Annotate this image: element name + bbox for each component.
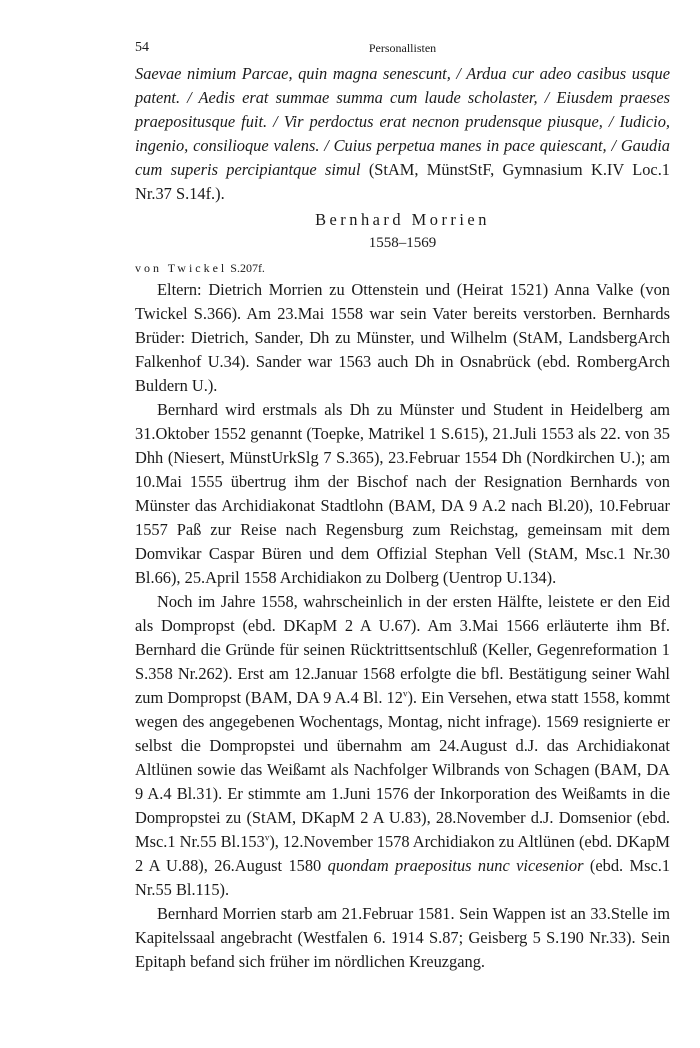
paragraph-provost-part-a: Noch im Jahre 1558, wahrscheinlich in der ersten Hälfte, leistete er den Eid als Dompropst (ebd. DKapM 2 A U.67). Am 3.Mai 1566 erläuterte ihm Bf. Bernhard die Gründe für seinen Rücktrittsentschluß (Keller, Gegenreformation 1 S.358 Nr.262). Erst am 12.Januar 1568 erfolgte die bfl. Bestätigung seiner Wahl zum Dompropst (BAM, DA 9 A.4 Bl. 12	[135, 592, 670, 707]
intro-latin-verse: Saevae nimium Parcae, quin magna senescunt, / Ardua cur adeo casibus usque patent. / Aedis erat summae summa cum laude scholaster, / Eiusdem praeses praepositusque fuit. / Vir perdoctus erat necnon prudensque piusque, / Iudicio, ingenio, consilioque valens. / Cuius perpetua manes in pace quiescant, / Gaudia cum superis percipiantque simul	[135, 64, 670, 179]
person-years: 1558–1569	[368, 235, 437, 251]
running-head	[135, 40, 670, 62]
intro-paragraph	[135, 62, 670, 206]
source-author: von Twickel	[135, 261, 228, 275]
entry-heading	[135, 208, 670, 254]
page-number: 54	[135, 40, 149, 55]
latin-title: quondam praepositus nunc vicesenior	[327, 856, 584, 875]
intro-citation: (StAM, MünstStF, Gymnasium K.IV Loc.1 Nr.37 S.14f.).	[135, 160, 670, 203]
paragraph-provost	[135, 590, 670, 902]
source-page: S.207f.	[227, 261, 265, 275]
superscript-verso: v	[402, 688, 408, 699]
paragraph-provost-part-d: (ebd. Msc.1 Nr.55 Bl.115).	[135, 856, 671, 899]
paragraph-provost-part-b: ). Ein Versehen, etwa statt 1558, kommt wegen des angegebenen Wochentags, Montag, nicht infrage). 1569 resignierte er selbst die Dompropstei und übernahm am 24.August d.J. das Archidiakonat Altlünen sowie das Weißamt als Nachfolger Wilbrands von Schagen (BAM, DA 9 A.4 Bl.31). Er stimmte am 1.Juni 1576 der Inkorporation des Weißamts in die Dompropstei zu (StAM, DKapM 2 A U.83), 28.November d.J. Domsenior (ebd. Msc.1 Nr.55 Bl.153	[135, 688, 670, 851]
paragraph-parents: Eltern: Dietrich Morrien zu Ottenstein und (Heirat 1521) Anna Valke (von Twickel S.366). Am 23.Mai 1558 war sein Vater bereits verstorben. Bernhards Brüder: Dietrich, Sander, Dh zu Münster, und Wilhelm (StAM, LandsbergArch Falkenhof U.34). Sander war 1563 auch Dh in Osnabrück (ebd. RombergArch Buldern U.).	[135, 280, 670, 395]
paragraph-provost-part-c: ), 12.November 1578 Archidiakon zu Altlünen (ebd. DKapM 2 A U.88), 26.August 1580	[135, 832, 671, 875]
paragraph-death: Bernhard Morrien starb am 21.Februar 1581. Sein Wappen ist an 33.Stelle im Kapitelssaal angebracht (Westfalen 6. 1914 S.87; Geisberg 5 S.190 Nr.33). Sein Epitaph befand sich früher im nördlichen Kreuzgang.	[135, 904, 670, 971]
source-reference	[135, 258, 670, 278]
running-title: Personallisten	[368, 41, 437, 55]
document-page	[135, 40, 670, 974]
superscript-verso: v	[264, 832, 270, 843]
paragraph-career: Bernhard wird erstmals als Dh zu Münster und Student in Heidelberg am 31.Oktober 1552 genannt (Toepke, Matrikel 1 S.615), 21.Juli 1553 als 22. von 35 Dhh (Niesert, MünstUrkSlg 7 S.365), 23.Februar 1554 Dh (Nordkirchen U.); am 10.Mai 1555 übertrug ihm der Bischof nach der Resignation Bernhards von Münster das Archidiakonat Stadtlohn (BAM, DA 9 A.2 nach Bl.20), 10.Februar 1557 Paß zur Reise nach Regensburg zum Reichstag, gemeinsam mit dem Domvikar Caspar Büren und dem Offizial Stephan Vell (StAM, Msc.1 Nr.30 Bl.66), 25.April 1558 Archidiakon zu Dolberg (Uentrop U.134).	[135, 400, 670, 587]
person-name: Bernhard Morrien	[315, 210, 490, 229]
